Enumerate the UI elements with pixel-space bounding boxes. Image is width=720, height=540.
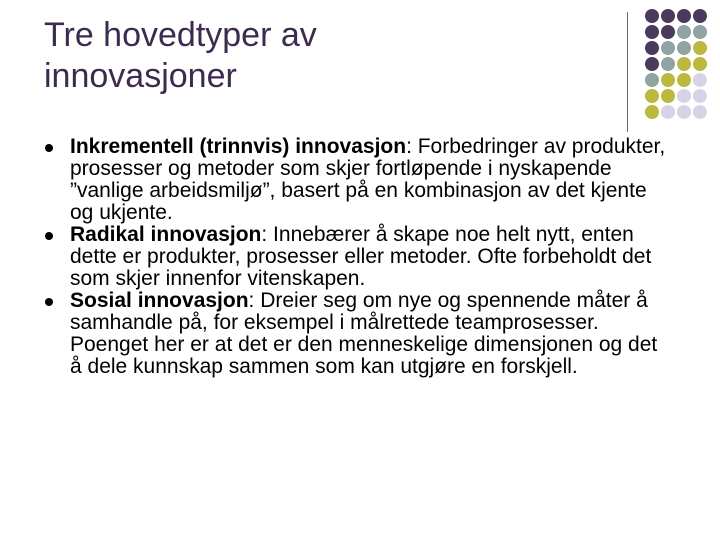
- bullet-dot-icon: [45, 144, 53, 152]
- bullet-dot-icon: [45, 232, 53, 240]
- decorative-dot: [677, 105, 691, 119]
- decorative-dot: [693, 73, 707, 87]
- decorative-dot: [661, 41, 675, 55]
- decorative-dot: [645, 73, 659, 87]
- decorative-dot: [661, 57, 675, 71]
- decorative-dot: [677, 89, 691, 103]
- bullet-list: [45, 136, 670, 378]
- bullet-item-sosial: [45, 290, 670, 378]
- decorative-dot: [645, 89, 659, 103]
- decorative-dot: [645, 41, 659, 55]
- bullet-term: Sosial innovasjon: [70, 289, 249, 312]
- decorative-dot-grid: [640, 9, 716, 119]
- decorative-dot: [677, 41, 691, 55]
- decorative-dot: [661, 25, 675, 39]
- decorative-dot: [661, 89, 675, 103]
- decorative-dot: [661, 73, 675, 87]
- decorative-dot: [645, 25, 659, 39]
- bullet-text: : Forbedringer av produkter, prosesser og metoder som skjer fortløpende i nyskapende ”vanlige arbeidsmiljø”, basert på en kombinasjon av det kjente og ukjente.: [70, 135, 666, 224]
- decorative-dot: [677, 9, 691, 23]
- bullet-dot-icon: [45, 298, 53, 306]
- decorative-dot: [661, 9, 675, 23]
- decorative-dot: [693, 41, 707, 55]
- bullet-term: Radikal innovasjon: [70, 223, 262, 246]
- decorative-dot: [693, 57, 707, 71]
- decorative-dot: [661, 105, 675, 119]
- bullet-text: : Innebærer å skape noe helt nytt, enten dette er produkter, prosesser eller metoder. Ofte forbeholdt det som skjer innenfor vitenskapen.: [70, 223, 652, 290]
- bullet-item-inkrementell: [45, 136, 670, 224]
- decorative-dot: [645, 9, 659, 23]
- slide-title: [44, 15, 604, 97]
- decorative-dot: [693, 25, 707, 39]
- decorative-dot: [677, 25, 691, 39]
- title-line-2: innovasjoner: [44, 57, 237, 95]
- decorative-dot: [693, 89, 707, 103]
- decorative-dot: [677, 57, 691, 71]
- decorative-dot: [693, 9, 707, 23]
- bullet-term: Inkrementell (trinnvis) innovasjon: [70, 135, 407, 158]
- decorative-dot: [645, 57, 659, 71]
- decorative-dot: [677, 73, 691, 87]
- decorative-dot: [645, 105, 659, 119]
- bullet-item-radikal: [45, 224, 670, 290]
- title-line-1: Tre hovedtyper av: [44, 16, 317, 54]
- vertical-divider: [627, 12, 628, 132]
- decorative-dot: [693, 105, 707, 119]
- bullet-text: : Dreier seg om nye og spennende måter å samhandle på, for eksempel i målrettede teamprosesser. Poenget her er at det er den menneskelige dimensjonen og det å dele kunnskap sammen som kan utgjøre en forskjell.: [70, 289, 658, 378]
